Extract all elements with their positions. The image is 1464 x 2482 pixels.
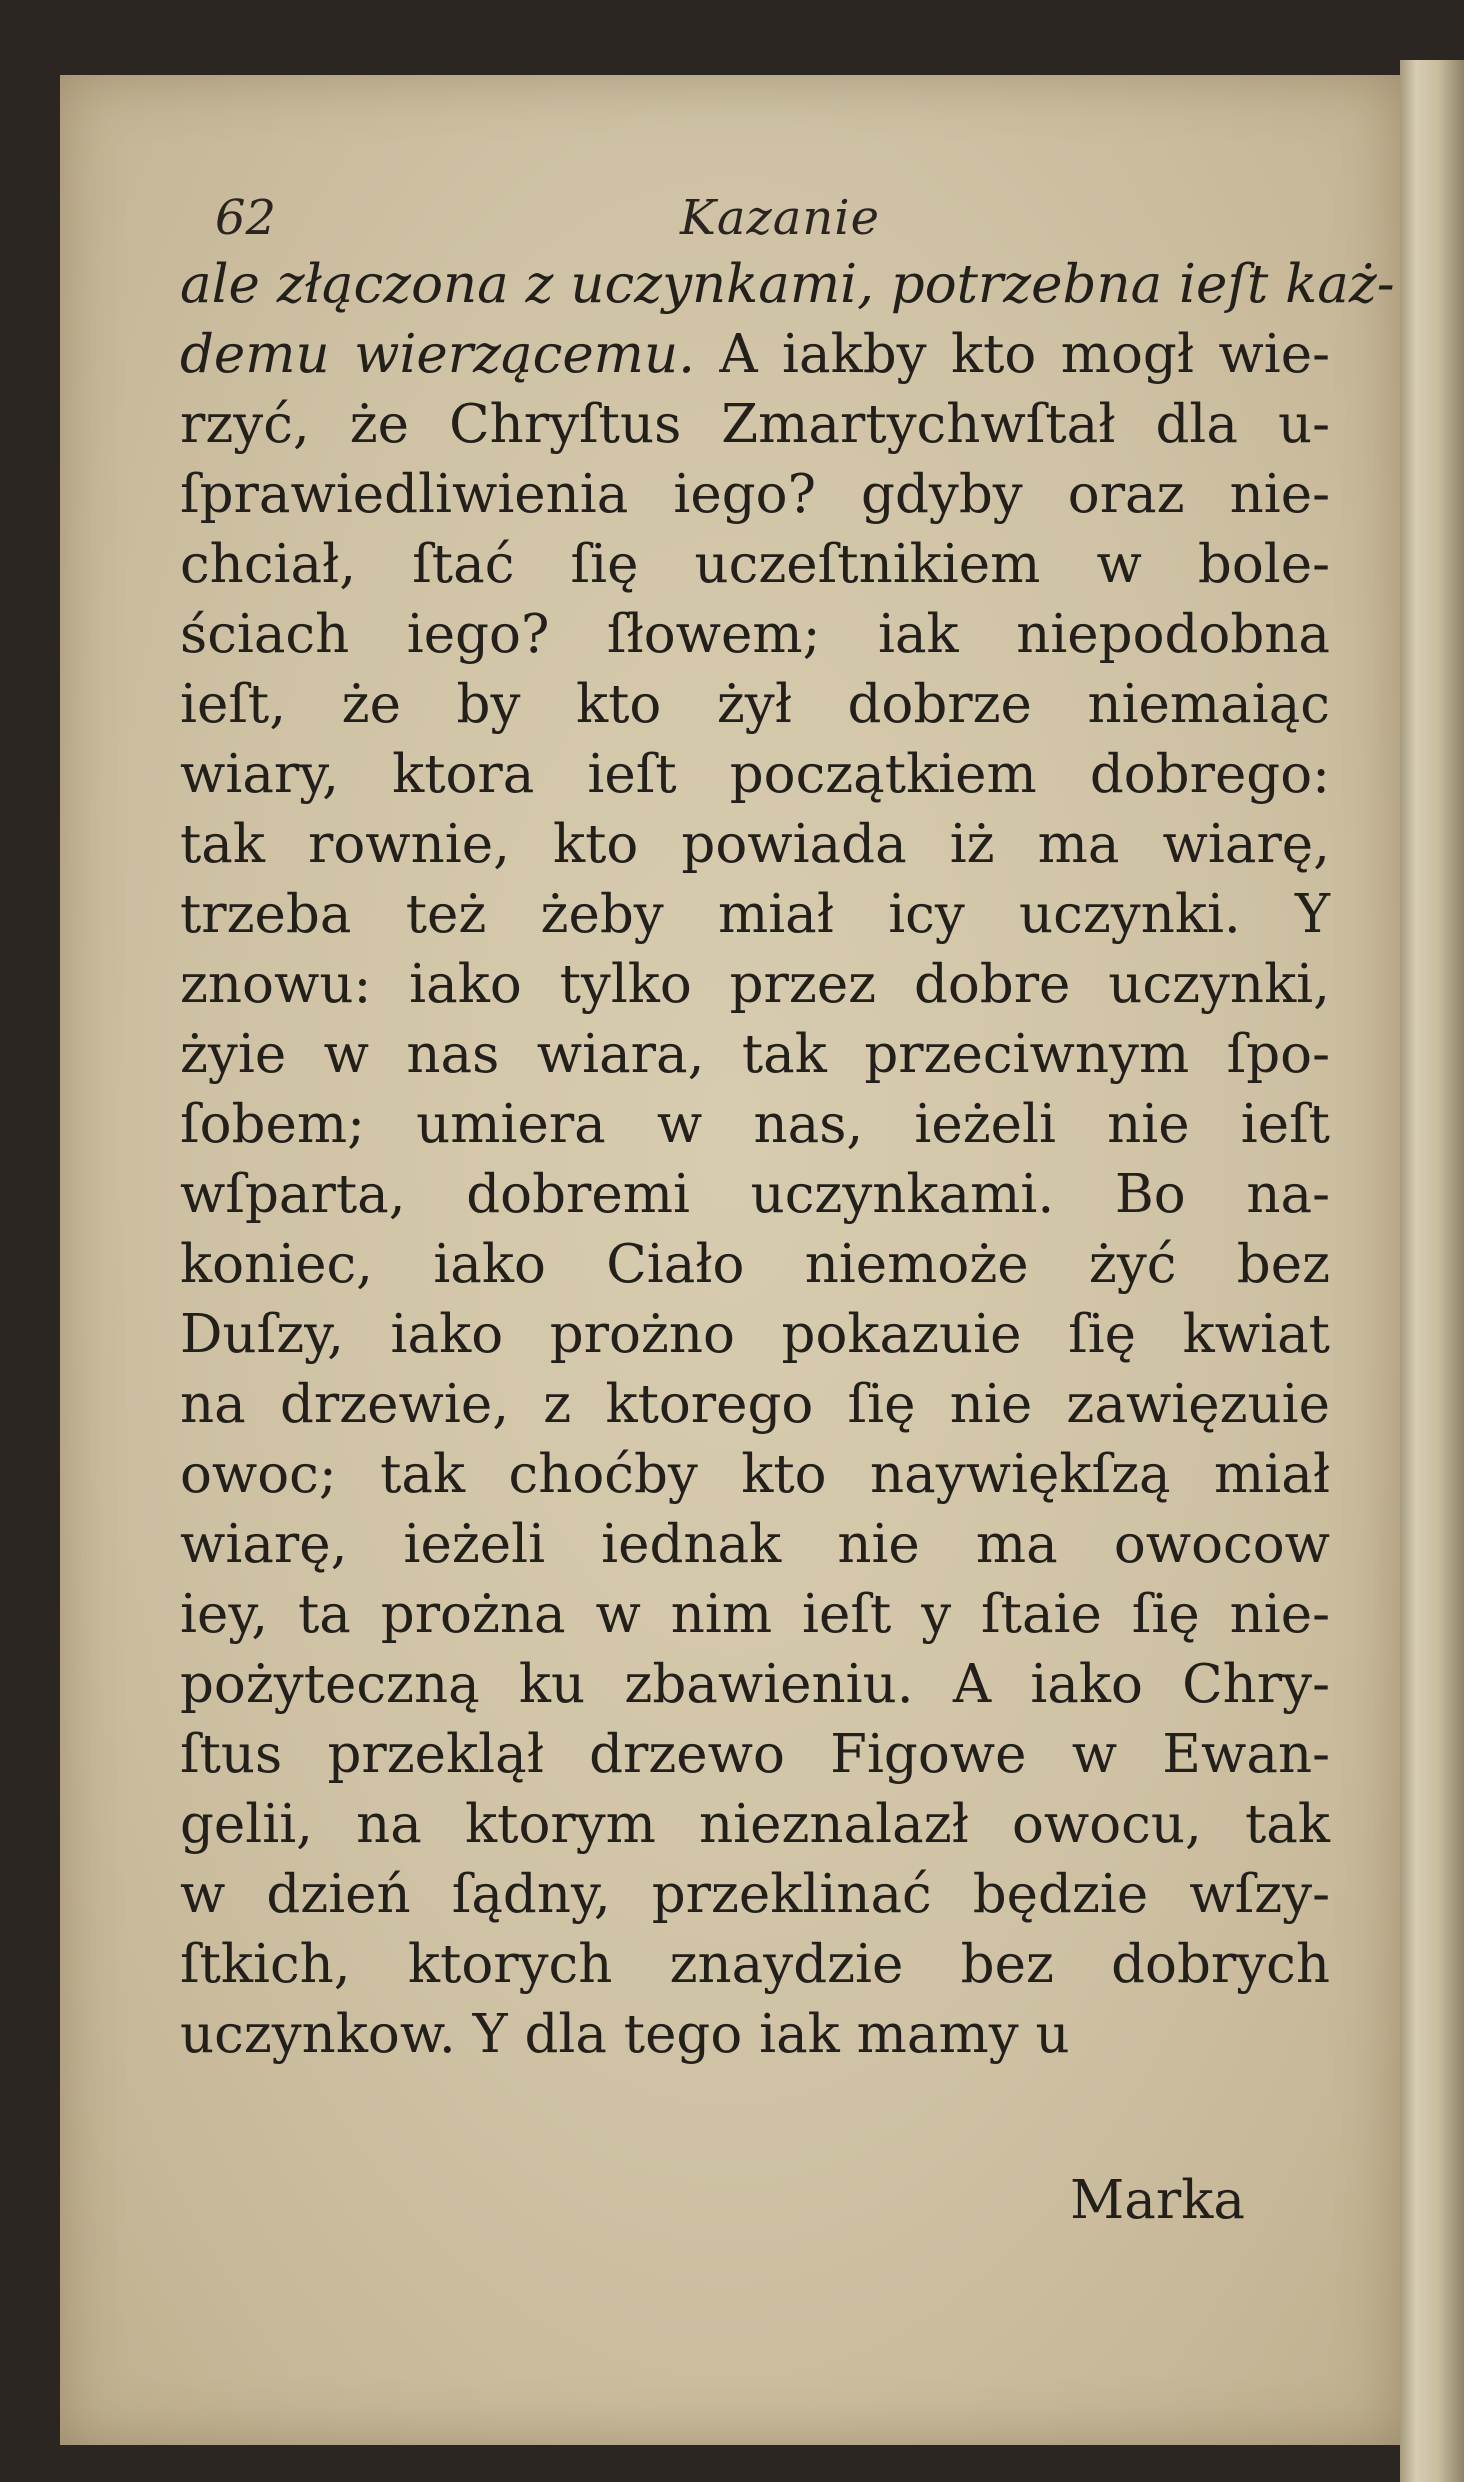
text-line: ale złączona z uczynkami, potrzebna ieſt każ-	[180, 254, 1395, 315]
text-line: ieſt, że by kto żył dobrze niemaiąc	[180, 674, 1330, 735]
text-line: Duſzy, iako prożno pokazuie ſię kwiat	[180, 1304, 1330, 1365]
text-line: znowu: iako tylko przez dobre uczynki,	[180, 954, 1330, 1015]
text-line: owoc; tak choćby kto naywiękſzą miał	[180, 1444, 1330, 1505]
text-line: żyie w nas wiara, tak przeciwnym ſpo-	[180, 1024, 1330, 1085]
sermon-text	[180, 250, 1395, 2070]
text-line: ſobem; umiera w nas, ieżeli nie ieſt	[180, 1094, 1330, 1155]
text-line: ściach iego? ſłowem; iak niepodobna	[180, 604, 1330, 665]
text-line: demu wierzącemu. A iakby kto mogł wie-	[180, 324, 1331, 385]
text-line: iey, ta prożna w nim ieſt y ſtaie ſię nie-	[180, 1584, 1330, 1645]
text-line: w dzień ſądny, przeklinać będzie wſzy-	[180, 1864, 1330, 1925]
text-line: na drzewie, z ktorego ſię nie zawięzuie	[180, 1374, 1330, 1435]
text-line: ſtus przeklął drzewo Figowe w Ewan-	[180, 1724, 1330, 1785]
text-line: koniec, iako Ciało niemoże żyć bez	[180, 1234, 1330, 1295]
text-line: ſprawiedliwienia iego? gdyby oraz nie-	[180, 464, 1330, 525]
catchword: Marka	[1070, 2170, 1245, 2231]
text-line: ſtkich, ktorych znaydzie bez dobrych	[180, 1934, 1330, 1995]
running-title: Kazanie	[680, 190, 881, 246]
text-line: rzyć, że Chryſtus Zmartychwſtał dla u-	[180, 394, 1330, 455]
text-line: pożyteczną ku zbawieniu. A iako Chry-	[180, 1654, 1330, 1715]
text-line: gelii, na ktorym nieznalazł owocu, tak	[180, 1794, 1330, 1855]
text-line: chciał, ſtać ſię uczeſtnikiem w bole-	[180, 534, 1330, 595]
page-number: 62	[215, 190, 277, 246]
text-line: wiarę, ieżeli iednak nie ma owocow	[180, 1514, 1330, 1575]
text-line: wſparta, dobremi uczynkami. Bo na-	[180, 1164, 1330, 1225]
book-spine	[1400, 60, 1464, 2482]
text-line: uczynkow. Y dla tego iak mamy u	[180, 2004, 1070, 2065]
text-line: trzeba też żeby miał icy uczynki. Y	[180, 884, 1330, 945]
text-line: wiary, ktora ieſt początkiem dobrego:	[180, 744, 1330, 805]
text-line: tak rownie, kto powiada iż ma wiarę,	[180, 814, 1330, 875]
